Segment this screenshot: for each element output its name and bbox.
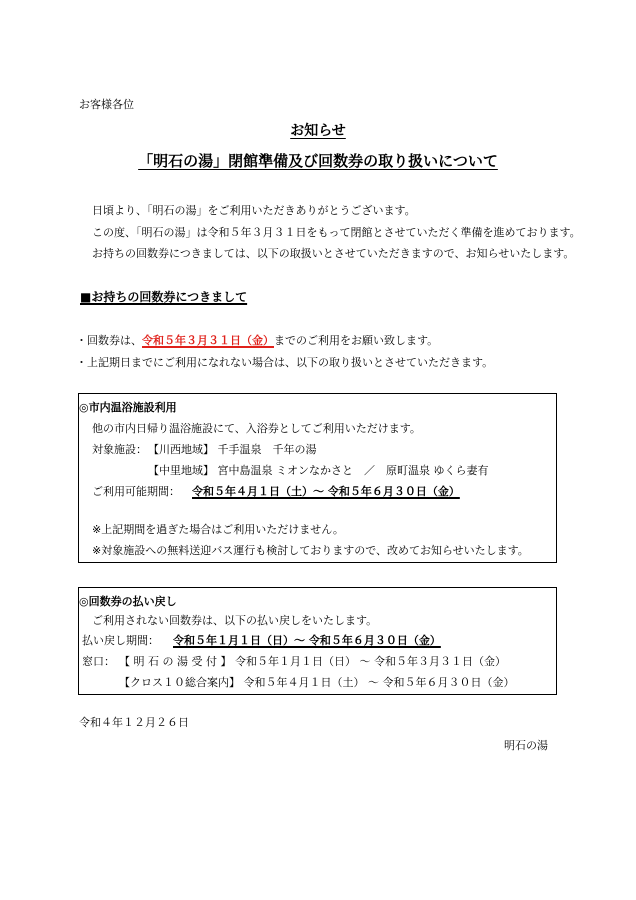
intro-line-2: この度、「明石の湯」は令和５年３月３１日をもって閉館とさせていただく準備を進めております。	[92, 226, 581, 239]
refund-period-label: 払い戻し期間：	[82, 634, 159, 647]
box2-line1: ご利用されない回数券は、以下の払い戻しをいたします。	[92, 614, 378, 627]
facility-label: 対象施設：	[92, 443, 147, 456]
bullet-unable-to-use: ・上記期日までにご利用になれない場合は、以下の取り扱いとさせていただきます。	[76, 356, 494, 369]
deadline-highlight: 令和５年３月３１日（金）	[142, 334, 274, 347]
facility-row-nakasato: 【中里地域】 宮中島温泉 ミオンなかさと ／ 原町温泉 ゆくら妻有	[148, 464, 489, 477]
bullet1-prefix: ・回数券は、	[76, 334, 142, 347]
box1-note1: ※上記期間を過ぎた場合はご利用いただけません。	[92, 523, 344, 536]
box1-line1: 他の市内日帰り温浴施設にて、入浴券としてご利用いただけます。	[92, 422, 421, 435]
intro-line-3: お持ちの回数券につきましては、以下の取扱いとさせていただきますので、お知らせいたします。	[92, 247, 575, 260]
issue-date: 令和４年１２月２６日	[79, 716, 189, 729]
box-refund	[78, 587, 557, 695]
intro-line-1: 日頃より、「明石の湯」をご利用いただきありがとうございます。	[92, 204, 416, 217]
notice-title: お知らせ	[290, 123, 346, 139]
addressee: お客様各位	[79, 98, 134, 111]
section-heading: ■お持ちの回数券につきまして	[80, 290, 248, 304]
bullet-usage-deadline	[76, 332, 438, 348]
usage-period-label: ご利用可能期間：	[92, 485, 180, 498]
box1-note2: ※対象施設への無料送迎バス運行も検討しておりますので、改めてお知らせいたします。	[92, 544, 529, 557]
window-row-cross10: 【クロス１０総合案内】 令和５年４月１日（土） ～ 令和５年６月３０日（金）	[119, 676, 515, 689]
box1-heading: ◎市内温浴施設利用	[79, 401, 177, 414]
notice-subtitle: 「明石の湯」閉館準備及び回数券の取り扱いについて	[138, 152, 498, 170]
bullet1-suffix: までのご利用をお願い致します。	[274, 334, 439, 347]
usage-period-value: 令和５年４月１日（土）～ 令和５年６月３０日（金）	[192, 485, 460, 498]
box2-heading: ◎回数券の払い戻し	[79, 595, 177, 608]
window-row-akashi: 【 明 石 の 湯 受 付 】 令和５年１月１日（日） ～ 令和５年３月３１日（金）	[119, 655, 506, 668]
signature: 明石の湯	[504, 739, 548, 752]
box-facility-usage	[78, 393, 557, 563]
refund-period-value: 令和５年１月１日（日）～ 令和５年６月３０日（金）	[173, 634, 441, 647]
facility-row-kawanishi: 【川西地域】 千手温泉 千年の湯	[148, 443, 317, 456]
window-label: 窓口：	[82, 655, 115, 668]
